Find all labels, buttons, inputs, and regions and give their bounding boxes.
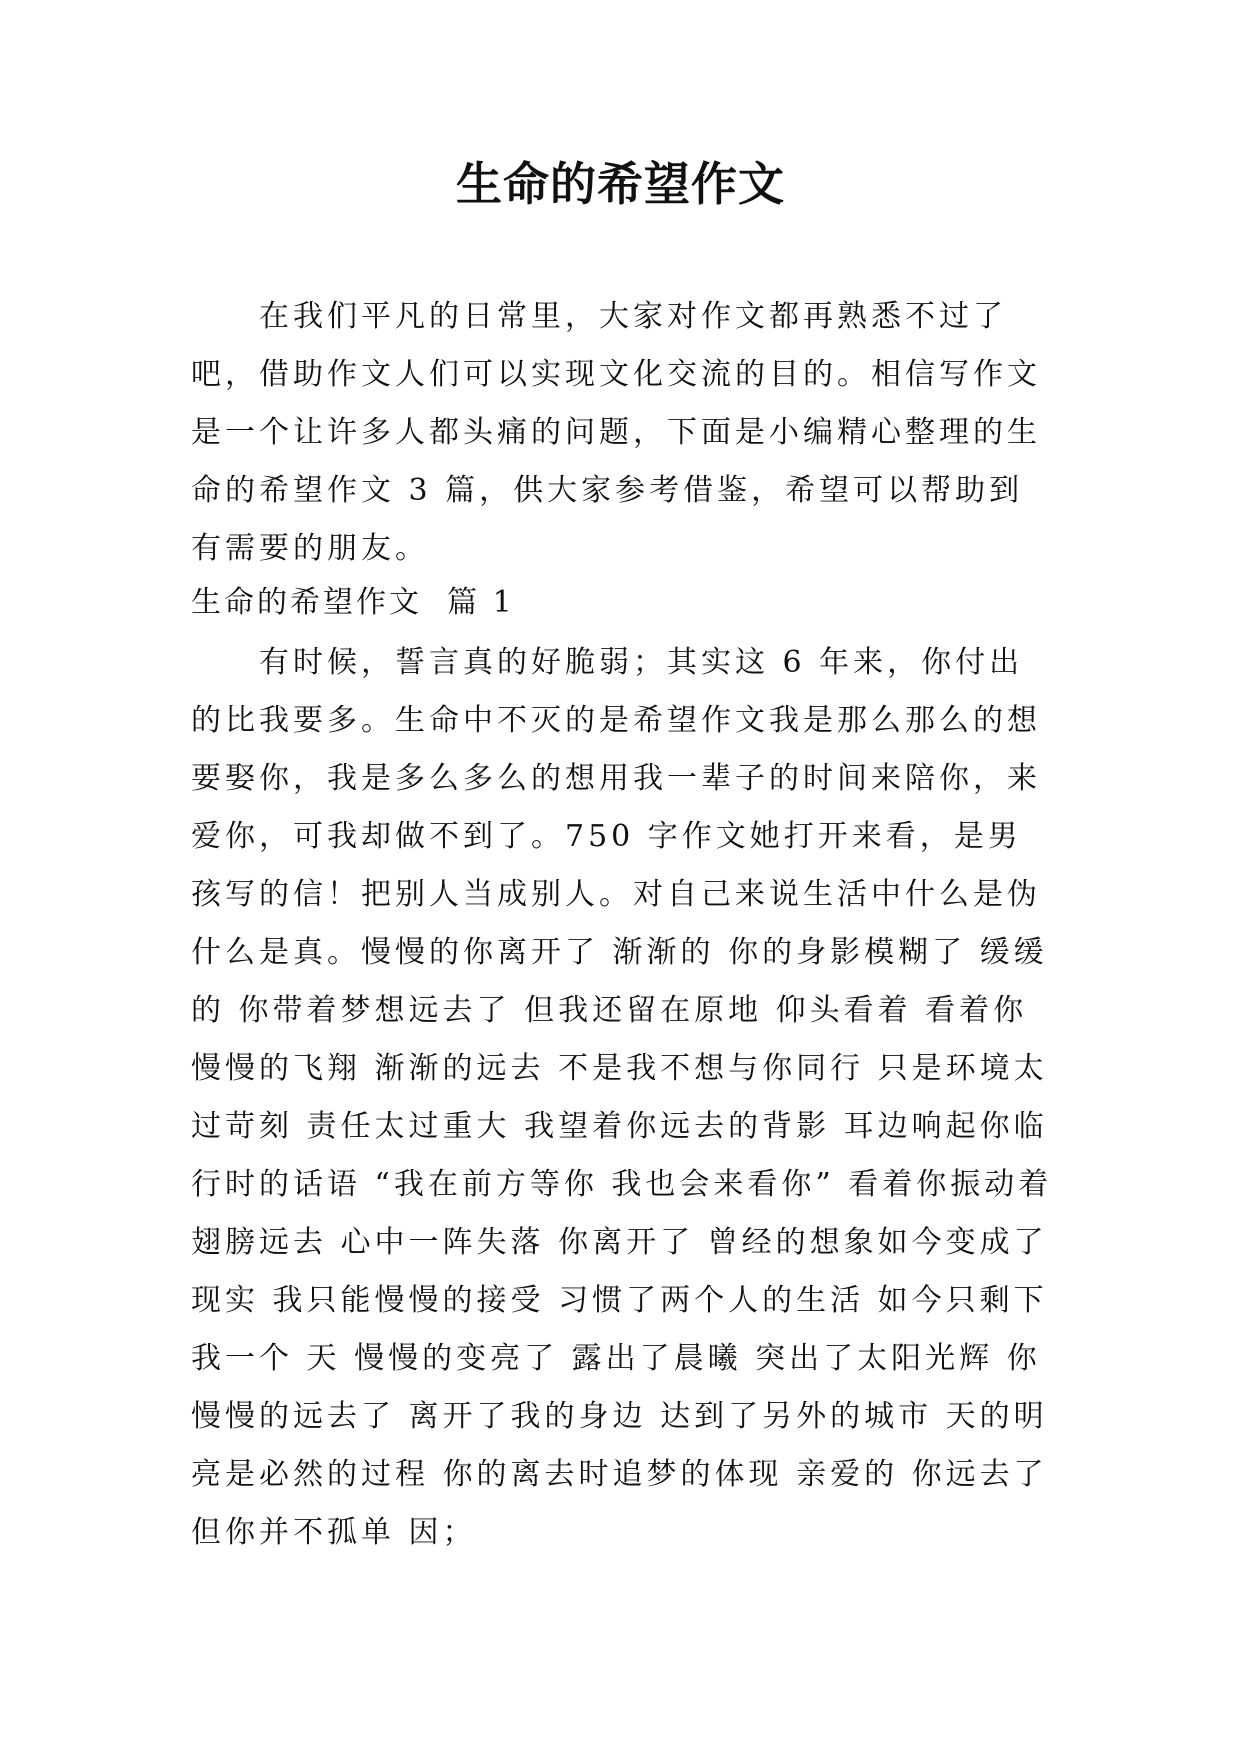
essay-paragraph: 有时候，誓言真的好脆弱；其实这 6 年来，你付出的比我要多。生命中不灭的是希望作文我是那么那么的想要娶你，我是多么多么的想用我一辈子的时间来陪你，来爱你，可我却做不到了。750 字作文她打开来看，是男孩写的信！把别人当成别人。对自己来说生活中什么是伪什么是真。慢慢的你离开了 渐渐的 你的身影模糊了 缓缓的 你带着梦想远去了 但我还留在原地 仰头看着 看着你慢慢的飞翔 渐渐的远去 不是我不想与你同行 只是环境太过苛刻 责任太过重大 我望着你远去的背影 耳边响起你临行时的话语 “我在前方等你 我也会来看你” 看着你振动着翅膀远去 心中一阵失落 你离开了 曾经的想象如今变成了现实 我只能慢慢的接受 习惯了两个人的生活 如今只剩下我一个 天 慢慢的变亮了 露出了晨曦 突出了太阳光辉 你 慢慢的远去了 离开了我的身边 达到了另外的城市 天的明亮是必然的过程 你的离去时追梦的体现 亲爱的 你远去了 但你并不孤单 因；: [191, 645, 1062, 1550]
intro-paragraph: 在我们平凡的日常里，大家对作文都再熟悉不过了吧，借助作文人们可以实现文化交流的目的。相信写作文是一个让许多人都头痛的问题，下面是小编精心整理的生命的希望作文 3 篇，供大家参考借鉴，希望可以帮助到有需要的朋友。: [191, 299, 1041, 566]
document-title: 生命的希望作文: [456, 157, 785, 211]
section-heading: 生命的希望作文 篇 1: [191, 585, 515, 620]
